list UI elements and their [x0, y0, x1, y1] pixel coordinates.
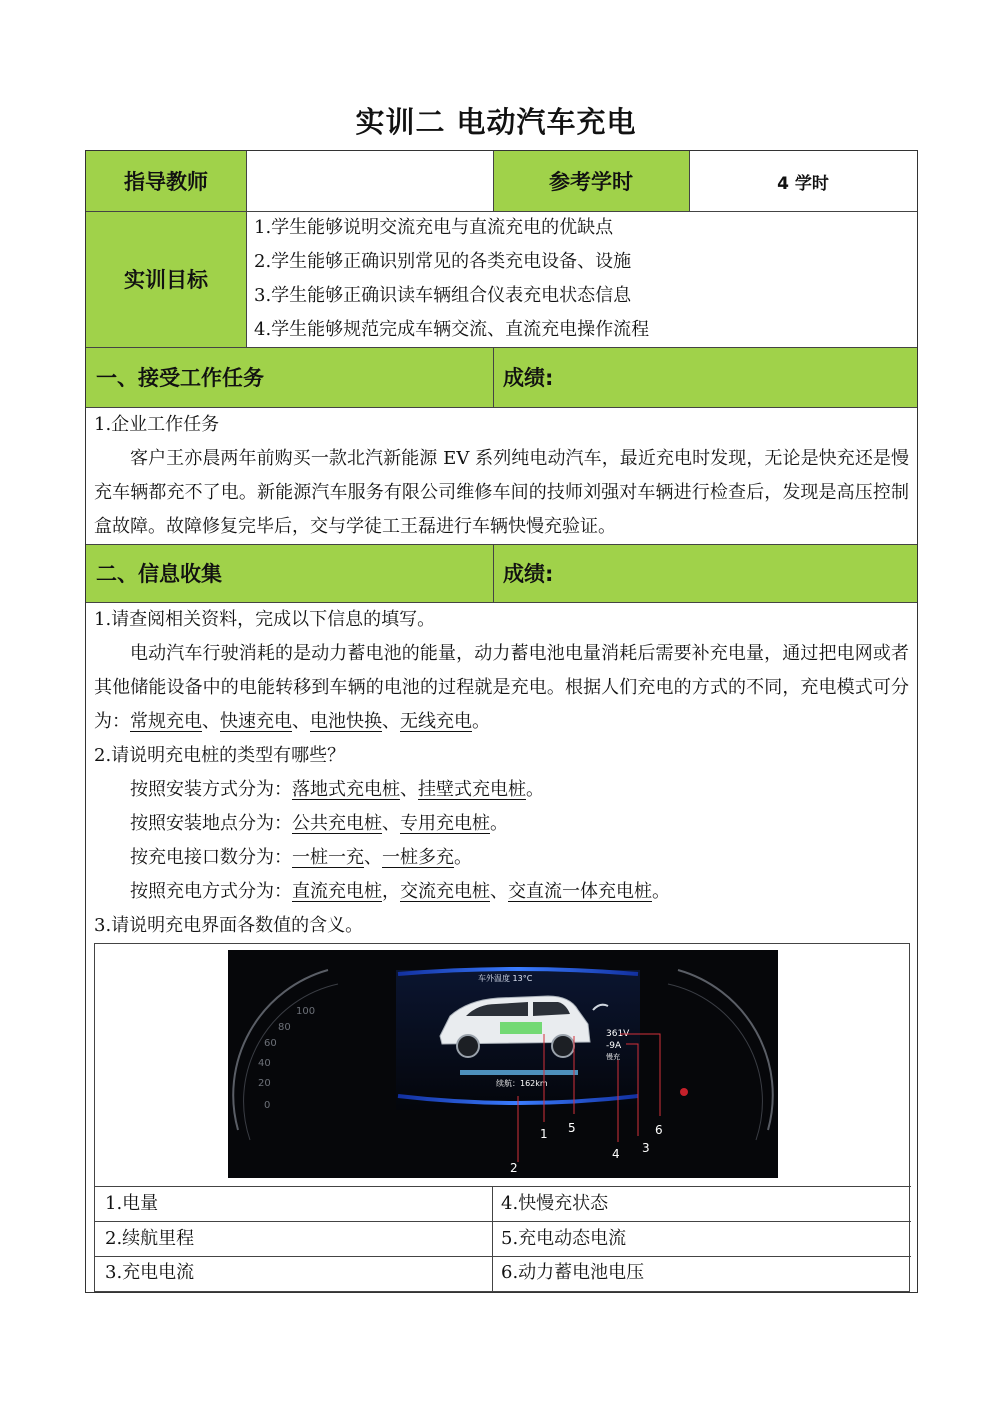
- gauge-tick: 40: [258, 1058, 271, 1069]
- separator: 。: [490, 813, 508, 834]
- answer-blank[interactable]: 电池快换: [310, 711, 382, 732]
- page-title: 实训二 电动汽车充电: [355, 105, 637, 139]
- meaning-cell: 4.快慢充状态: [501, 1193, 609, 1214]
- answer-blank[interactable]: 专用充电桩: [400, 813, 490, 834]
- separator: 。: [454, 847, 472, 868]
- answer-blank[interactable]: 常规充电: [130, 711, 202, 732]
- hours-label-cell: [493, 151, 689, 211]
- hours-value-cell: [689, 151, 917, 211]
- dashboard-photo: [228, 950, 778, 1178]
- charger-type-prefix: 按充电接口数分为：: [130, 847, 292, 868]
- question-1-paragraph: 电动汽车行驶消耗的是动力蓄电池的能量，动力蓄电池电量消耗后需要补充电量，通过把电网或者其他储能设备中的电能转移到车辆的电池的过程就是充电。根据人们充电的方式的不同，充电模式可分为：常规充电、快速充电、电池快换、无线充电。: [94, 643, 909, 732]
- question-1: 1.请查阅相关资料，完成以下信息的填写。: [94, 609, 436, 630]
- separator: 、: [400, 779, 418, 800]
- section2-score-cell[interactable]: [493, 544, 917, 602]
- question-3: 3.请说明充电界面各数值的含义。: [94, 915, 364, 936]
- battery-level-icon: [500, 1022, 542, 1034]
- answer-blank[interactable]: 公共充电桩: [292, 813, 382, 834]
- answer-blank[interactable]: 落地式充电桩: [292, 779, 400, 800]
- meaning-cell: 5.充电动态电流: [501, 1228, 627, 1249]
- section2-title-cell: [86, 544, 493, 602]
- outside-temp: 车外温度 13°C: [478, 974, 533, 983]
- answer-blank[interactable]: 交直流一体充电桩: [508, 881, 652, 902]
- answer-blank[interactable]: 快速充电: [220, 711, 292, 732]
- gauge-tick: 100: [296, 1006, 316, 1017]
- charger-type-prefix: 按照安装地点分为：: [130, 813, 292, 834]
- section1-score-label: 成绩:: [503, 366, 554, 390]
- section2-score-label: 成绩:: [503, 562, 554, 586]
- gauge-tick: 20: [258, 1078, 271, 1089]
- charger-type-row: [130, 773, 544, 807]
- answer-blank[interactable]: 挂壁式充电桩: [418, 779, 526, 800]
- objective-item: 2.学生能够正确识别常见的各类充电设备、设施: [254, 251, 632, 272]
- section1-subtitle: 1.企业工作任务: [94, 414, 220, 435]
- separator: 、: [490, 881, 508, 902]
- charge-mode-readout: 慢充: [606, 1053, 620, 1061]
- current-readout: -9A: [606, 1041, 622, 1051]
- section1-title-cell: [86, 347, 493, 407]
- gauge-tick: 60: [264, 1038, 277, 1049]
- range-readout: 续航：162km: [496, 1079, 548, 1088]
- gauge-tick: 80: [278, 1022, 291, 1033]
- warning-light-icon: [680, 1088, 688, 1096]
- hours-value: 4 学时: [777, 173, 829, 194]
- separator: ，: [382, 881, 400, 902]
- separator: 、: [364, 847, 382, 868]
- callout-label: 4: [612, 1147, 620, 1161]
- objective-item: 1.学生能够说明交流充电与直流充电的优缺点: [254, 217, 614, 238]
- objective-item: 3.学生能够正确识读车辆组合仪表充电状态信息: [254, 285, 632, 306]
- charger-type-prefix: 按照安装方式分为：: [130, 779, 292, 800]
- instructor-label-cell: [86, 151, 246, 211]
- meaning-cell: 6.动力蓄电池电压: [501, 1262, 645, 1283]
- objectives-label: 实训目标: [124, 268, 208, 292]
- callout-label: 2: [510, 1161, 518, 1175]
- separator: 、: [382, 813, 400, 834]
- callout-label: 1: [540, 1127, 548, 1141]
- meaning-cell: 3.充电电流: [105, 1262, 195, 1283]
- answer-blank[interactable]: 直流充电桩: [292, 881, 382, 902]
- instructor-value-cell[interactable]: [246, 151, 493, 211]
- question-1-text: 电动汽车行驶消耗的是动力蓄电池的能量，动力蓄电池电量消耗后需要补充电量，通过把电网或者其他储能设备中的电能转移到车辆的电池的过程就是充电。根据人们充电的方式的不同，充电模式可分为：: [94, 643, 909, 732]
- callout-label: 3: [642, 1141, 650, 1155]
- charger-type-row: [130, 875, 670, 909]
- objective-item: 4.学生能够规范完成车辆交流、直流充电操作流程: [254, 319, 650, 340]
- separator: 。: [652, 881, 670, 902]
- section1-title: 一、接受工作任务: [96, 366, 264, 390]
- section1-paragraph: 客户王亦晨两年前购买一款北汽新能源 EV 系列纯电动汽车，最近充电时发现，无论是快充还是慢充车辆都充不了电。新能源汽车服务有限公司维修车间的技师刘强对车辆进行检查后，发现是高压控制盒故障。故障修复完毕后，交与学徒工王磊进行车辆快慢充验证。: [94, 448, 909, 537]
- gauge-tick: 0: [264, 1100, 271, 1111]
- answer-blank[interactable]: 无线充电: [400, 711, 472, 732]
- charger-type-row: [130, 807, 508, 841]
- section2-title: 二、信息收集: [96, 562, 222, 586]
- objectives-label-cell: [86, 211, 246, 347]
- instructor-label: 指导教师: [124, 170, 208, 194]
- answer-blank[interactable]: 一桩一充: [292, 847, 364, 868]
- range-bar: [460, 1070, 578, 1075]
- callout-label: 5: [568, 1121, 576, 1135]
- meaning-cell: 1.电量: [105, 1193, 159, 1214]
- separator: 。: [526, 779, 544, 800]
- charger-type-row: [130, 841, 472, 875]
- meaning-cell: 2.续航里程: [105, 1228, 195, 1249]
- voltage-readout: 361V: [606, 1029, 630, 1039]
- hours-label: 参考学时: [549, 170, 633, 194]
- charger-type-prefix: 按照充电方式分为：: [130, 881, 292, 902]
- answer-blank[interactable]: 一桩多充: [382, 847, 454, 868]
- section1-score-cell[interactable]: [493, 347, 917, 407]
- callout-label: 6: [655, 1123, 663, 1137]
- answer-blank[interactable]: 交流充电桩: [400, 881, 490, 902]
- question-2: 2.请说明充电桩的类型有哪些？: [94, 745, 346, 766]
